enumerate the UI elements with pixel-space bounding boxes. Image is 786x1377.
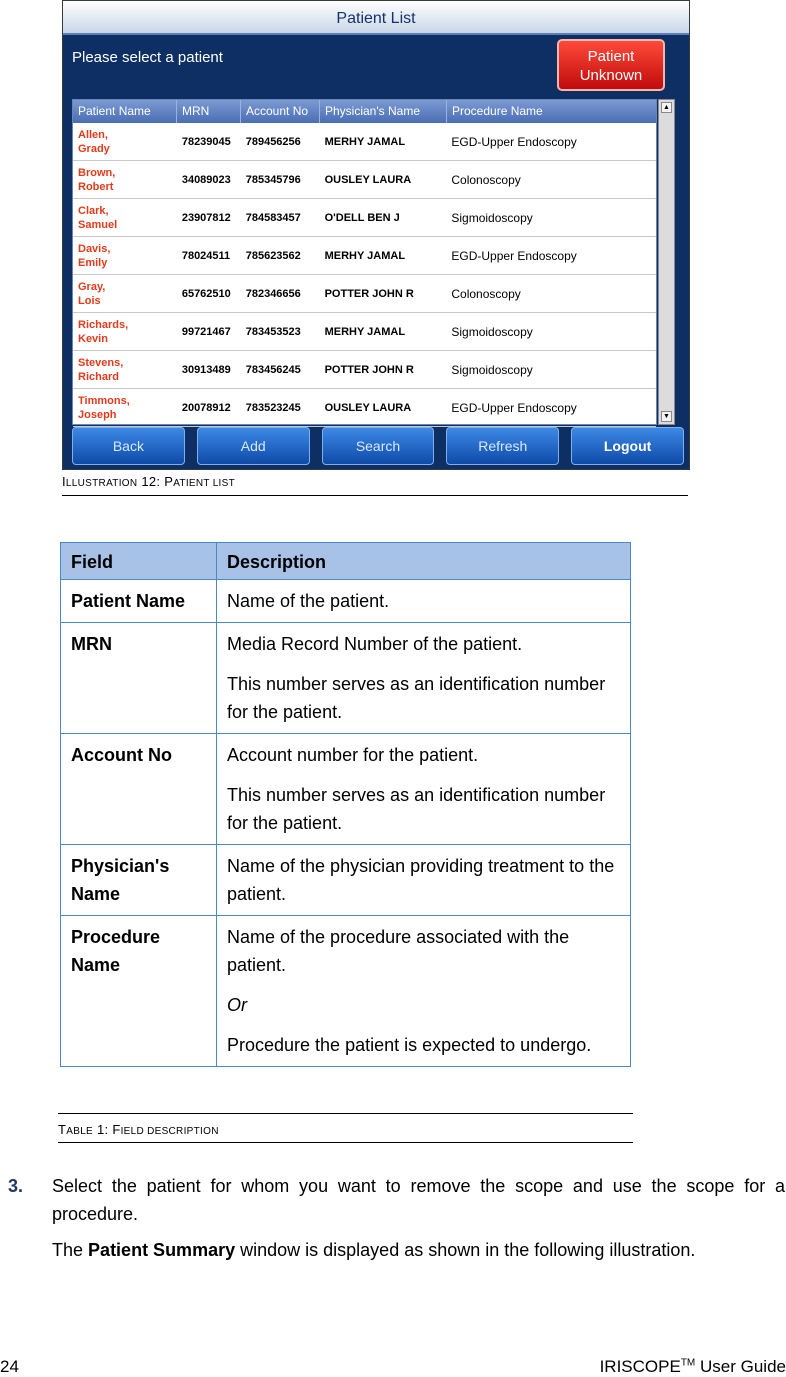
patient-last-name: Brown,	[78, 167, 116, 179]
patient-last-name: Stevens,	[78, 357, 124, 369]
mrn-cell: 34089023	[181, 174, 231, 186]
patient-name-cell	[73, 161, 177, 198]
illustration-caption: ILLUSTRATION 12: PATIENT LIST	[62, 474, 688, 496]
patient-last-name: Timmons,	[78, 395, 130, 407]
patient-name-cell	[73, 313, 177, 350]
col-mrn[interactable]: MRN	[177, 100, 241, 123]
table-row[interactable]	[73, 389, 656, 427]
description-paragraph: Procedure the patient is expected to undergo.	[227, 1035, 592, 1055]
table-row[interactable]	[73, 199, 656, 237]
description-paragraph: This number serves as an identification number for the patient.	[227, 674, 606, 722]
physician-cell: MERHY JAMAL	[324, 326, 406, 338]
caption-initial: P	[164, 474, 174, 489]
caption-word: LLUSTRATION	[65, 478, 138, 489]
trademark-mark: TM	[680, 1357, 696, 1369]
field-name-cell: MRN	[61, 623, 217, 734]
account-cell: 783523245	[245, 402, 301, 414]
patient-last-name: Davis,	[78, 243, 111, 255]
account-cell: 784583457	[245, 212, 301, 224]
table-body	[61, 580, 631, 1067]
description-cell	[217, 734, 631, 845]
description-paragraph: This number serves as an identification number for the patient.	[227, 785, 606, 833]
procedure-cell: Colonoscopy	[451, 287, 521, 301]
col-account-no[interactable]: Account No	[241, 100, 320, 123]
table-row[interactable]	[73, 275, 656, 313]
patient-first-name: Robert	[78, 181, 114, 193]
grid-header	[73, 100, 656, 123]
mrn-cell: 23907812	[181, 212, 231, 224]
scroll-up-icon[interactable]: ▲	[661, 102, 672, 113]
table-row	[61, 580, 631, 623]
grid-body	[73, 123, 656, 427]
mrn-cell: 30913489	[181, 364, 231, 376]
physician-cell: MERHY JAMAL	[324, 136, 406, 148]
refresh-button[interactable]: Refresh	[446, 427, 559, 465]
caption-word: IELD DESCRIPTION	[120, 1126, 219, 1137]
account-cell: 785623562	[245, 250, 301, 262]
account-cell: 783456245	[245, 364, 301, 376]
patient-last-name: Richards,	[78, 319, 129, 331]
col-patient-name[interactable]: Patient Name	[73, 100, 177, 123]
description-paragraph: Name of the patient.	[227, 591, 390, 611]
patient-grid	[72, 99, 657, 425]
table-caption: TABLE 1: FIELD DESCRIPTION	[58, 1113, 633, 1143]
scroll-down-icon[interactable]: ▼	[661, 411, 672, 422]
table-row[interactable]	[73, 161, 656, 199]
patient-summary-term: Patient Summary	[88, 1240, 236, 1260]
mrn-cell: 78239045	[181, 136, 231, 148]
description-paragraph: Media Record Number of the patient.	[227, 634, 523, 654]
mrn-cell: 20078912	[181, 402, 231, 414]
patient-first-name: Richard	[78, 371, 119, 383]
patient-last-name: Allen,	[78, 129, 108, 141]
table-row[interactable]	[73, 237, 656, 275]
field-name-cell: Procedure Name	[61, 916, 217, 1067]
patient-name-cell	[73, 237, 177, 274]
account-cell: 785345796	[245, 174, 301, 186]
patient-list-screenshot	[62, 0, 690, 470]
col-physician-name[interactable]: Physician's Name	[320, 100, 447, 123]
patient-last-name: Clark,	[78, 205, 109, 217]
mrn-cell: 99721467	[181, 326, 231, 338]
description-paragraph: Name of the physician providing treatment to the patient.	[227, 856, 615, 904]
window-title: Patient List	[63, 1, 689, 35]
patient-unknown-label-1: Patient	[587, 48, 635, 65]
caption-initial: I	[62, 474, 66, 489]
field-name-cell: Physician's Name	[61, 845, 217, 916]
grid-scrollbar[interactable]	[658, 99, 675, 425]
patient-last-name: Gray,	[78, 281, 106, 293]
patient-unknown-button[interactable]	[557, 39, 665, 91]
procedure-cell: EGD-Upper Endoscopy	[451, 135, 577, 149]
caption-number: 1	[96, 1122, 105, 1137]
account-cell: 782346656	[245, 288, 301, 300]
field-description-table	[60, 542, 631, 1067]
account-cell: 789456256	[245, 136, 301, 148]
table-row	[61, 916, 631, 1067]
patient-name-cell	[73, 199, 177, 236]
step-followup-text	[52, 1236, 785, 1264]
patient-first-name: Samuel	[78, 219, 118, 231]
patient-first-name: Kevin	[78, 333, 108, 345]
col-procedure-name[interactable]: Procedure Name	[452, 104, 543, 118]
table-row	[61, 845, 631, 916]
product-name: IRISCOPE	[599, 1357, 681, 1376]
caption-word: ATIENT LIST	[173, 478, 236, 489]
caption-initial: T	[58, 1122, 67, 1137]
physician-cell: OUSLEY LAURA	[324, 174, 412, 186]
patient-first-name: Lois	[78, 295, 101, 307]
search-button[interactable]: Search	[322, 427, 435, 465]
table-row[interactable]	[73, 313, 656, 351]
step-number: 3.	[8, 1176, 24, 1196]
caption-word: ABLE	[66, 1126, 94, 1137]
account-cell: 783453523	[245, 326, 301, 338]
header-field: Field	[61, 543, 217, 580]
physician-cell: O'DELL BEN J	[324, 212, 400, 224]
description-cell	[217, 623, 631, 734]
logout-button[interactable]: Logout	[571, 427, 684, 465]
patient-name-cell	[73, 123, 177, 160]
description-paragraph: Or	[227, 995, 247, 1015]
patient-name-cell	[73, 275, 177, 312]
footer-product	[600, 1357, 786, 1377]
patient-first-name: Emily	[78, 257, 108, 269]
table-row[interactable]	[73, 123, 656, 161]
patient-name-cell	[73, 389, 177, 426]
button-bar	[72, 427, 684, 465]
physician-cell: POTTER JOHN R	[324, 364, 414, 376]
table-row[interactable]	[73, 351, 656, 389]
table-row	[61, 623, 631, 734]
description-cell	[217, 580, 631, 623]
description-paragraph: Name of the procedure associated with the patient.	[227, 927, 570, 975]
guide-label: User Guide	[700, 1357, 786, 1376]
back-button[interactable]: Back	[72, 427, 185, 465]
mrn-cell: 65762510	[181, 288, 231, 300]
procedure-cell: EGD-Upper Endoscopy	[451, 401, 577, 415]
procedure-cell: Colonoscopy	[451, 173, 521, 187]
field-name-cell: Account No	[61, 734, 217, 845]
patient-first-name: Joseph	[78, 409, 117, 421]
procedure-cell: Sigmoidoscopy	[451, 363, 533, 377]
add-button[interactable]: Add	[197, 427, 310, 465]
patient-first-name: Grady	[78, 143, 110, 155]
step-text-part: The	[52, 1240, 84, 1260]
table-header-row	[61, 543, 631, 580]
physician-cell: POTTER JOHN R	[324, 288, 414, 300]
field-name-cell: Patient Name	[61, 580, 217, 623]
description-cell	[217, 916, 631, 1067]
page-number: 24	[0, 1357, 19, 1376]
procedure-cell: Sigmoidoscopy	[451, 325, 533, 339]
patient-name-cell	[73, 351, 177, 388]
step-text-part: window is displayed as shown in the following illustration.	[240, 1240, 696, 1260]
mrn-cell: 78024511	[181, 250, 231, 262]
physician-cell: MERHY JAMAL	[324, 250, 406, 262]
caption-number: 12	[141, 474, 157, 489]
table-row	[61, 734, 631, 845]
description-cell	[217, 845, 631, 916]
physician-cell: OUSLEY LAURA	[324, 402, 412, 414]
patient-unknown-label-2: Unknown	[579, 67, 643, 84]
caption-initial: F	[112, 1122, 121, 1137]
procedure-cell: EGD-Upper Endoscopy	[451, 249, 577, 263]
header-description: Description	[217, 543, 631, 580]
description-paragraph: Account number for the patient.	[227, 745, 479, 765]
procedure-cell: Sigmoidoscopy	[451, 211, 533, 225]
select-prompt: Please select a patient	[72, 49, 223, 66]
step-text: Select the patient for whom you want to remove the scope and use the scope for a procedure.	[52, 1176, 785, 1224]
